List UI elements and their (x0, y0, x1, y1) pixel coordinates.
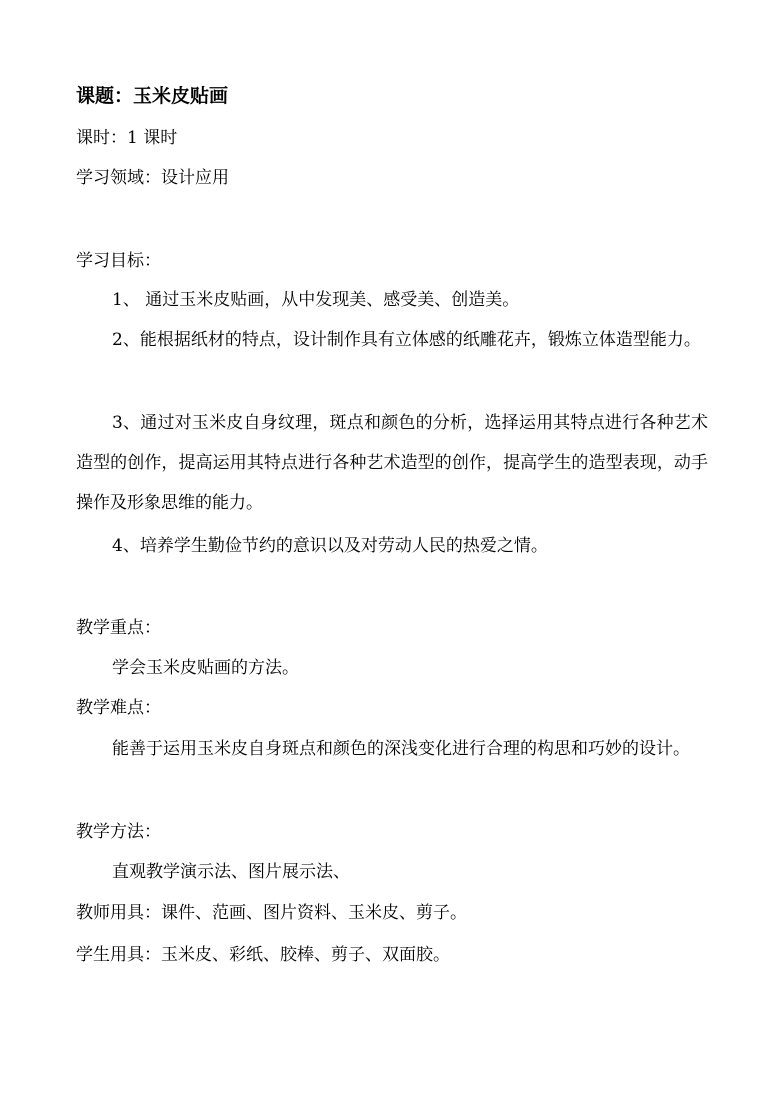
methods-heading: 教学方法： (76, 822, 161, 842)
difficulties-text: 能善于运用玉米皮自身斑点和颜色的深浅变化进行合理的构思和巧妙的设计。 (112, 739, 690, 759)
key-points-heading: 教学重点： (76, 618, 161, 638)
objective-item-1: 1、 通过玉米皮贴画，从中发现美、感受美、创造美。 (112, 290, 520, 310)
class-hours: 课时：1 课时 (76, 128, 178, 148)
objective-item-4: 4、培养学生勤俭节约的意识以及对劳动人民的热爱之情。 (112, 536, 548, 556)
key-points-text: 学会玉米皮贴画的方法。 (112, 658, 299, 678)
teacher-tools: 教师用具：课件、范画、图片资料、玉米皮、剪子。 (76, 903, 467, 923)
learning-field: 学习领域：设计应用 (76, 168, 229, 188)
student-tools: 学生用具：玉米皮、彩纸、胶棒、剪子、双面胶。 (76, 945, 450, 965)
objective-item-3: 3、通过对玉米皮自身纹理，斑点和颜色的分析，选择运用其特点进行各种艺术造型的创作，提高运用其特点进行各种艺术造型的创作，提高学生的造型表现，动手操作及形象思维的能力。 (76, 413, 708, 513)
objective-item-2: 2、能根据纸材的特点，设计制作具有立体感的纸雕花卉，锻炼立体造型能力。 (112, 330, 701, 350)
lesson-title: 课题：玉米皮贴画 (76, 85, 229, 107)
difficulties-heading: 教学难点： (76, 698, 161, 718)
methods-text: 直观教学演示法、图片展示法、 (112, 862, 350, 882)
objectives-heading: 学习目标： (76, 251, 161, 271)
